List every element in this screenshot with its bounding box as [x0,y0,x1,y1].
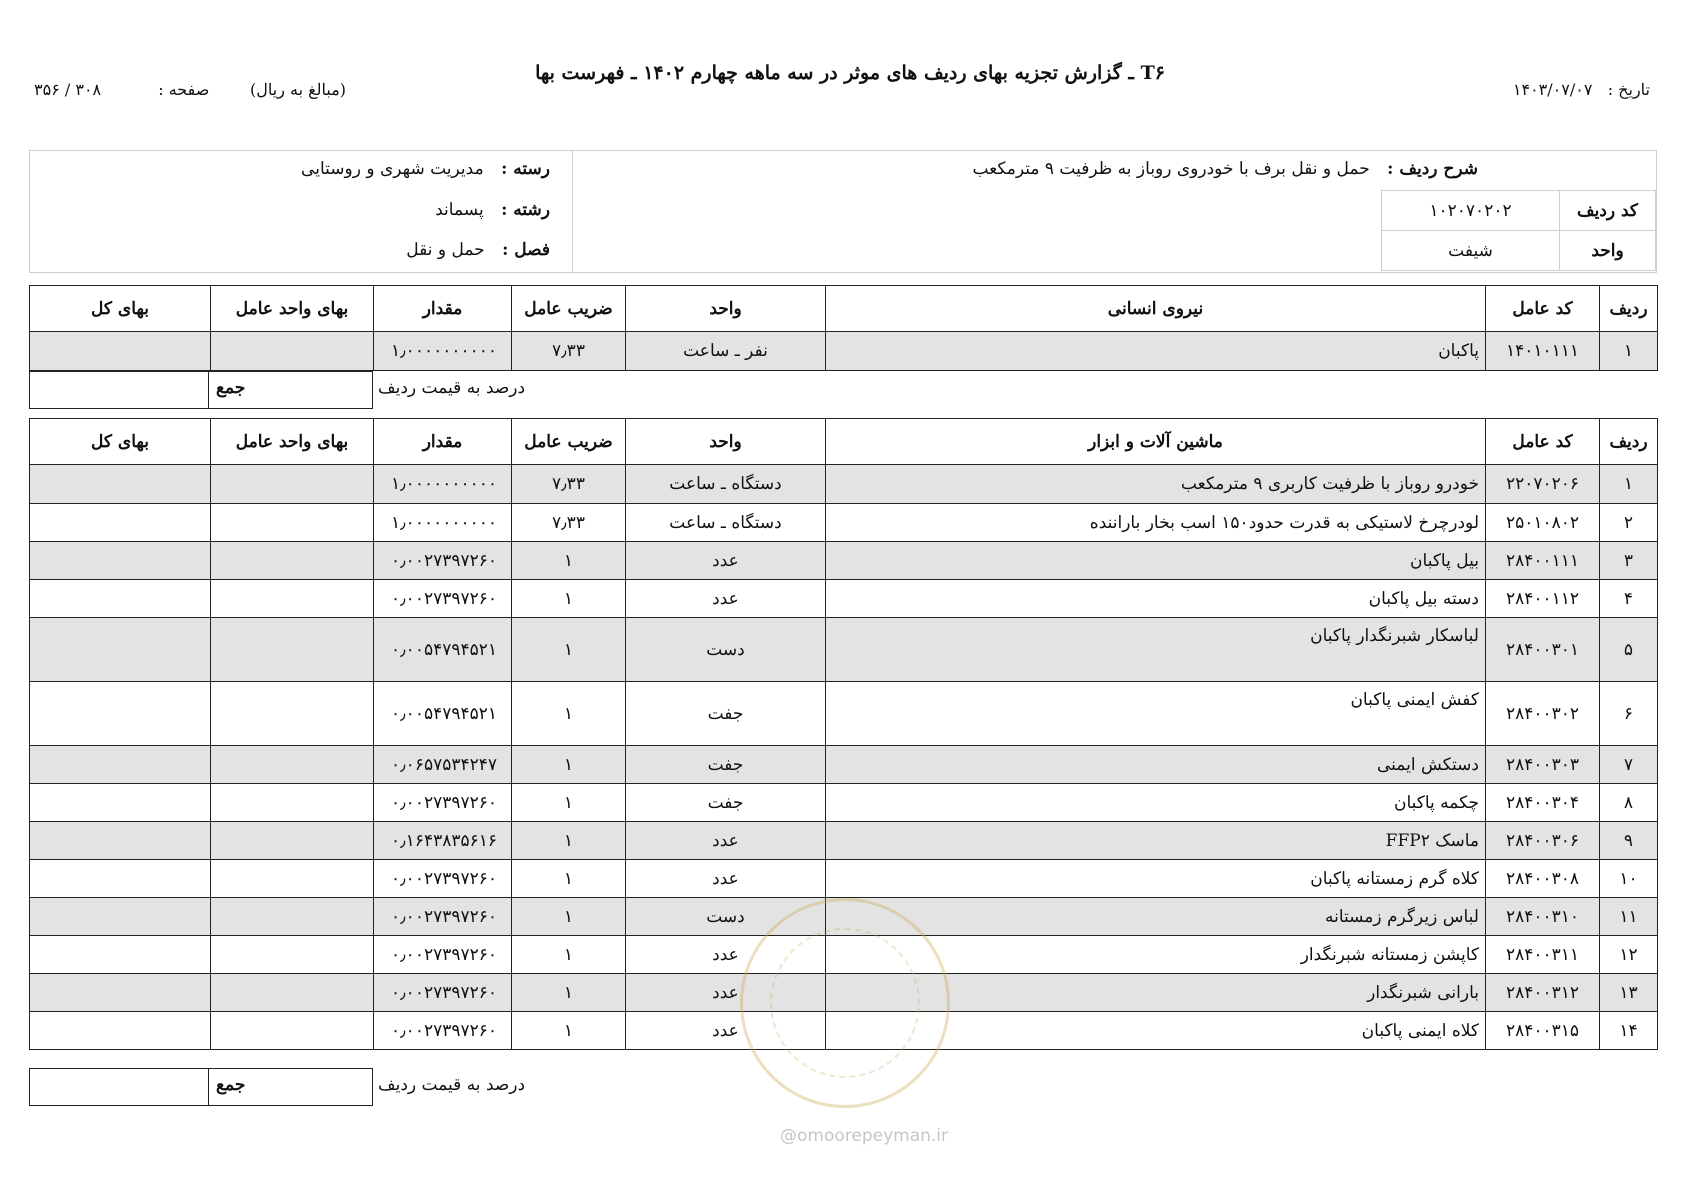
col-qty: مقدار [374,286,512,332]
quantity-cell: ۰٫۰۰۲۷۳۹۷۲۶۰ [374,1012,512,1050]
unit-price-cell [211,898,374,936]
item-chapter [406,240,550,260]
coefficient-cell: ۱ [512,618,626,682]
total-price-cell [30,1012,211,1050]
unit-cell: جفت [626,746,826,784]
factor-description-cell: کلاه گرم زمستانه پاکبان [826,860,1486,898]
table-row [30,784,1658,822]
col-unit-price: بهای واحد عامل [211,419,374,465]
unit-price-cell [211,822,374,860]
unit-label: واحد [1560,231,1656,271]
col-qty: مقدار [374,419,512,465]
table-row [30,465,1658,504]
coefficient-cell: ۷٫۳۳ [512,332,626,371]
unit-price-cell [211,580,374,618]
coefficient-cell: ۱ [512,936,626,974]
row-number-cell: ۸ [1600,784,1658,822]
row-number-cell: ۲ [1600,504,1658,542]
unit-price-cell [211,682,374,746]
coefficient-cell: ۱ [512,542,626,580]
unit-price-cell [211,504,374,542]
col-labor-title: نیروی انسانی [826,286,1486,332]
coefficient-cell: ۱ [512,746,626,784]
report-title: T۶ ـ گزارش تجزیه بهای ردیف های موثر در سه ماهه چهارم ۱۴۰۲ ـ فهرست بها [535,62,1165,84]
total-price-cell [30,822,211,860]
factor-code-cell: ۲۵۰۱۰۸۰۲ [1486,504,1600,542]
factor-description-cell: چکمه پاکبان [826,784,1486,822]
labor-pct-label: درصد به قیمت ردیف [378,378,526,398]
row-number-cell: ۵ [1600,618,1658,682]
unit-cell: عدد [626,860,826,898]
labor-sum-box [29,371,373,409]
unit-price-cell [211,784,374,822]
total-price-cell [30,974,211,1012]
coefficient-cell: ۱ [512,860,626,898]
unit-cell: جفت [626,682,826,746]
table-row [30,860,1658,898]
quantity-cell: ۱٫۰۰۰۰۰۰۰۰۰۰ [374,332,512,371]
unit-price-cell [211,860,374,898]
col-machinery-title: ماشین آلات و ابزار [826,419,1486,465]
field-label: رشته : [501,200,550,220]
item-category [301,159,550,179]
table-row [30,542,1658,580]
labor-table [29,285,1658,371]
unit-cell: عدد [626,1012,826,1050]
description-value: حمل و نقل برف با خودروی روباز به ظرفیت ۹ مترمکعب [972,159,1370,179]
unit-cell: عدد [626,822,826,860]
factor-description-cell: خودرو روباز با ظرفیت کاربری ۹ مترمکعب [826,465,1486,504]
factor-code-cell: ۲۸۴۰۰۳۰۳ [1486,746,1600,784]
total-price-cell [30,784,211,822]
total-price-cell [30,860,211,898]
row-number-cell: ۹ [1600,822,1658,860]
amounts-note: (مبالغ به ریال) [250,80,347,99]
col-row: ردیف [1600,286,1658,332]
page-value: ۳۰۸ / ۳۵۶ [34,80,102,99]
row-number-cell: ۱۲ [1600,936,1658,974]
quantity-cell: ۱٫۰۰۰۰۰۰۰۰۰۰ [374,504,512,542]
quantity-cell: ۰٫۰۰۲۷۳۹۷۲۶۰ [374,580,512,618]
col-row: ردیف [1600,419,1658,465]
factor-code-cell: ۲۸۴۰۰۳۰۲ [1486,682,1600,746]
factor-description-cell: کلاه ایمنی پاکبان [826,1012,1486,1050]
total-price-cell [30,542,211,580]
coefficient-cell: ۱ [512,580,626,618]
report-date [1513,80,1650,99]
unit-price-cell [211,332,374,371]
watermark-seal-inner [770,928,920,1078]
quantity-cell: ۰٫۰۶۵۷۵۳۴۲۴۷ [374,746,512,784]
info-divider [572,151,573,272]
unit-cell: دستگاه ـ ساعت [626,465,826,504]
chapter-value: حمل و نقل [406,240,485,260]
table-row [30,682,1658,746]
quantity-cell: ۰٫۰۰۲۷۳۹۷۲۶۰ [374,542,512,580]
unit-price-cell [211,936,374,974]
col-total: بهای کل [30,286,211,332]
total-price-cell [30,580,211,618]
machinery-header-row [30,419,1658,465]
date-value: ۱۴۰۳/۰۷/۰۷ [1512,80,1593,99]
coefficient-cell: ۱ [512,1012,626,1050]
unit-price-cell [211,746,374,784]
factor-description-cell: لودرچرخ لاستیکی به قدرت حدود۱۵۰ اسب بخار باراننده [826,504,1486,542]
row-number-cell: ۱۱ [1600,898,1658,936]
total-price-cell [30,682,211,746]
quantity-cell: ۰٫۱۶۴۳۸۳۵۶۱۶ [374,822,512,860]
factor-code-cell: ۲۲۰۷۰۲۰۶ [1486,465,1600,504]
code-value: ۱۰۲۰۷۰۲۰۲ [1382,191,1560,231]
col-code: کد عامل [1486,419,1600,465]
quantity-cell: ۰٫۰۰۲۷۳۹۷۲۶۰ [374,936,512,974]
col-unit: واحد [626,419,826,465]
total-price-cell [30,936,211,974]
labor-header-row [30,286,1658,332]
factor-code-cell: ۲۸۴۰۰۳۱۰ [1486,898,1600,936]
factor-code-cell: ۲۸۴۰۰۳۰۱ [1486,618,1600,682]
table-row [30,746,1658,784]
row-number-cell: ۷ [1600,746,1658,784]
total-price-cell [30,618,211,682]
quantity-cell: ۰٫۰۰۲۷۳۹۷۲۶۰ [374,784,512,822]
unit-cell: عدد [626,542,826,580]
unit-price-cell [211,542,374,580]
factor-description-cell: لباس زیرگرم زمستانه [826,898,1486,936]
code-label: کد ردیف [1560,191,1656,231]
factor-description-cell: بارانی شبرنگدار [826,974,1486,1012]
page-indicator [34,80,209,99]
coefficient-cell: ۱ [512,682,626,746]
factor-code-cell: ۲۸۴۰۰۳۰۶ [1486,822,1600,860]
unit-cell: عدد [626,580,826,618]
quantity-cell: ۰٫۰۰۵۴۷۹۴۵۲۱ [374,682,512,746]
table-row [30,618,1658,682]
quantity-cell: ۰٫۰۰۲۷۳۹۷۲۶۰ [374,974,512,1012]
total-price-cell [30,332,211,371]
total-price-cell [30,465,211,504]
chapter-label: فصل : [502,240,550,260]
col-coef: ضریب عامل [512,419,626,465]
table-row [30,580,1658,618]
labor-sum-label: جمع [216,378,246,398]
row-number-cell: ۳ [1600,542,1658,580]
unit-cell: عدد [626,936,826,974]
coefficient-cell: ۷٫۳۳ [512,465,626,504]
factor-code-cell: ۲۸۴۰۰۱۱۲ [1486,580,1600,618]
category-value: مدیریت شهری و روستایی [301,159,484,179]
unit-cell: نفر ـ ساعت [626,332,826,371]
factor-description-cell: دسته بیل پاکبان [826,580,1486,618]
factor-code-cell: ۲۸۴۰۰۳۱۵ [1486,1012,1600,1050]
quantity-cell: ۱٫۰۰۰۰۰۰۰۰۰۰ [374,465,512,504]
row-number-cell: ۱۴ [1600,1012,1658,1050]
factor-code-cell: ۱۴۰۱۰۱۱۱ [1486,332,1600,371]
quantity-cell: ۰٫۰۰۵۴۷۹۴۵۲۱ [374,618,512,682]
unit-price-cell [211,1012,374,1050]
quantity-cell: ۰٫۰۰۲۷۳۹۷۲۶۰ [374,898,512,936]
total-price-cell [30,746,211,784]
item-code-row [1382,191,1656,231]
total-price-cell [30,504,211,542]
table-row [30,332,1658,371]
factor-description-cell: کاپشن زمستانه شبرنگدار [826,936,1486,974]
unit-cell: دست [626,618,826,682]
unit-cell: عدد [626,974,826,1012]
item-field [435,200,550,220]
unit-cell: جفت [626,784,826,822]
unit-price-cell [211,618,374,682]
col-coef: ضریب عامل [512,286,626,332]
category-label: رسته : [501,159,550,179]
factor-code-cell: ۲۸۴۰۰۳۰۸ [1486,860,1600,898]
item-code-table [1381,190,1656,271]
factor-description-cell: لباسکار شبرنگدار پاکبان [826,618,1486,682]
col-total: بهای کل [30,419,211,465]
machinery-sum-label: جمع [216,1075,246,1095]
item-unit-row [1382,231,1656,271]
unit-price-cell [211,465,374,504]
field-value: پسماند [435,200,484,220]
quantity-cell: ۰٫۰۰۲۷۳۹۷۲۶۰ [374,860,512,898]
factor-code-cell: ۲۸۴۰۰۳۱۱ [1486,936,1600,974]
table-row [30,822,1658,860]
unit-cell: دستگاه ـ ساعت [626,504,826,542]
coefficient-cell: ۱ [512,784,626,822]
coefficient-cell: ۷٫۳۳ [512,504,626,542]
factor-description-cell: پاکبان [826,332,1486,371]
machinery-sum-box [29,1068,373,1106]
factor-description-cell: دستکش ایمنی [826,746,1486,784]
factor-description-cell: بیل پاکبان [826,542,1486,580]
row-number-cell: ۶ [1600,682,1658,746]
table-row [30,504,1658,542]
row-number-cell: ۱ [1600,332,1658,371]
date-label: تاریخ : [1607,80,1650,99]
watermark-url: @omoorepeyman.ir [780,1126,949,1146]
description-label: شرح ردیف : [1387,159,1478,179]
unit-cell: دست [626,898,826,936]
coefficient-cell: ۱ [512,974,626,1012]
factor-description-cell: کفش ایمنی پاکبان [826,682,1486,746]
coefficient-cell: ۱ [512,898,626,936]
item-description [972,159,1478,179]
item-info-box [29,150,1657,273]
unit-price-cell [211,974,374,1012]
unit-value: شیفت [1382,231,1560,271]
factor-code-cell: ۲۸۴۰۰۳۰۴ [1486,784,1600,822]
col-code: کد عامل [1486,286,1600,332]
col-unit-price: بهای واحد عامل [211,286,374,332]
coefficient-cell: ۱ [512,822,626,860]
total-price-cell [30,898,211,936]
factor-code-cell: ۲۸۴۰۰۳۱۲ [1486,974,1600,1012]
factor-description-cell: ماسک FFP۲ [826,822,1486,860]
row-number-cell: ۱۳ [1600,974,1658,1012]
machinery-pct-label: درصد به قیمت ردیف [378,1075,526,1095]
col-unit: واحد [626,286,826,332]
row-number-cell: ۱ [1600,465,1658,504]
page-label: صفحه : [158,80,210,99]
row-number-cell: ۱۰ [1600,860,1658,898]
row-number-cell: ۴ [1600,580,1658,618]
factor-code-cell: ۲۸۴۰۰۱۱۱ [1486,542,1600,580]
